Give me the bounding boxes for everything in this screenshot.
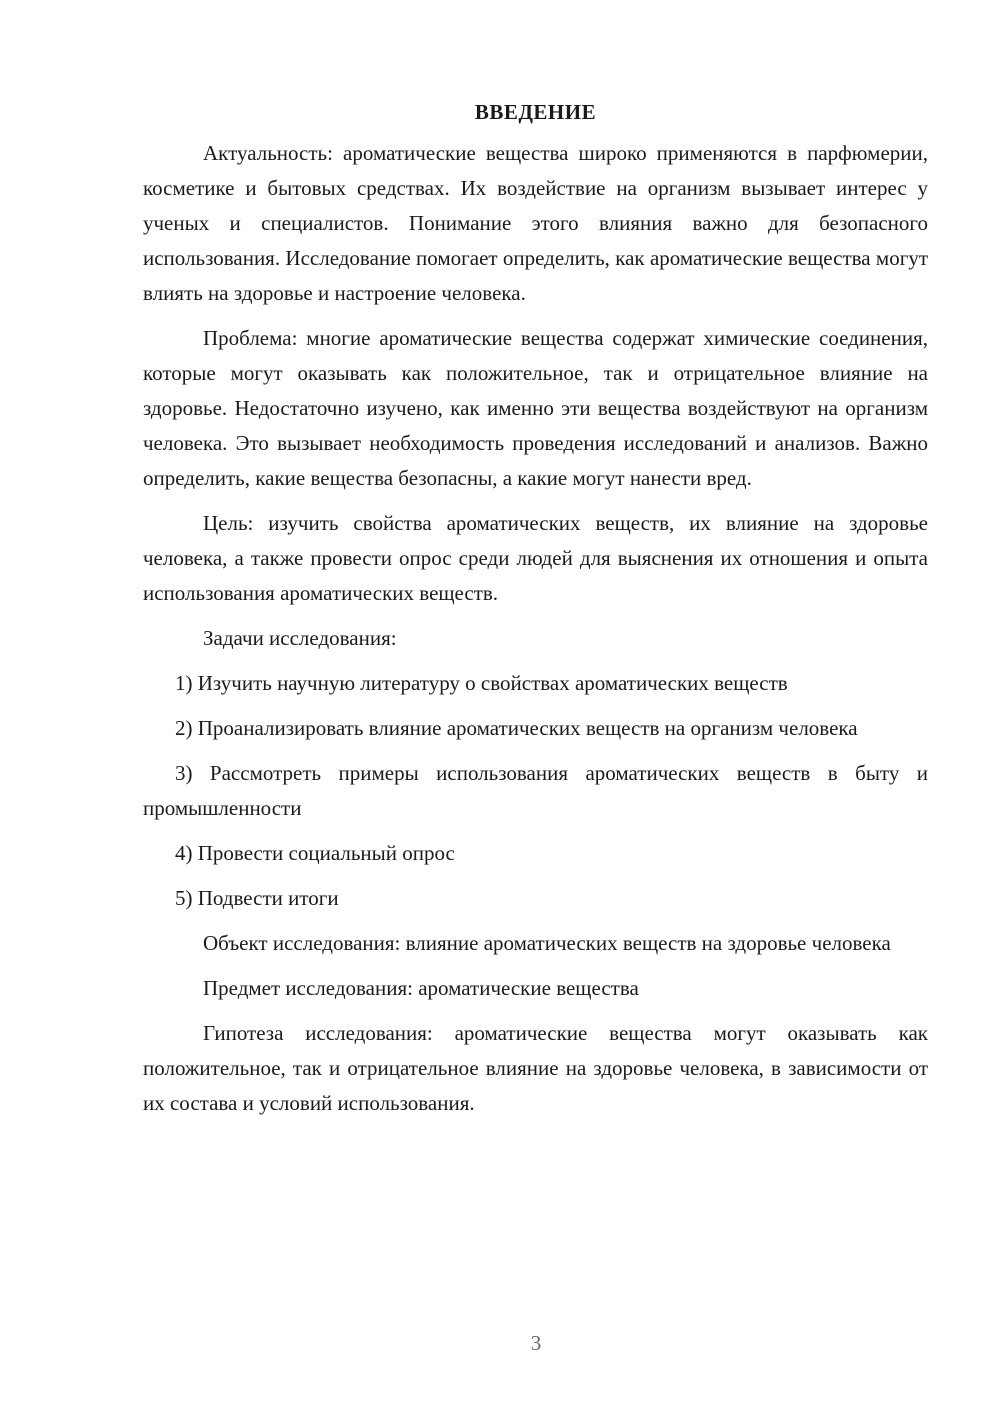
task-item-3: 3) Рассмотреть примеры использования ароматических веществ в быту и промышленности — [143, 761, 928, 820]
paragraph-relevance: Актуальность: ароматические вещества широко применяются в парфюмерии, косметике и бытовых средствах. Их воздействие на организм вызывает интерес у ученых и специалистов. Понимание этого влияния важно для безопасного использования. Исследование помогает определить, как ароматические вещества могут влиять на здоровье и настроение человека. — [143, 141, 928, 305]
task-item-2: 2) Проанализировать влияние ароматических веществ на организм человека — [175, 716, 858, 740]
page-title: ВВЕДЕНИЕ — [474, 100, 597, 124]
paragraph-subject: Предмет исследования: ароматические вещества — [203, 976, 639, 1000]
page-number: 3 — [530, 1331, 542, 1355]
tasks-heading: Задачи исследования: — [203, 626, 397, 650]
page-content — [143, 95, 928, 1121]
task-item-5: 5) Подвести итоги — [175, 886, 339, 910]
task-item-1: 1) Изучить научную литературу о свойствах ароматических веществ — [175, 671, 788, 695]
paragraph-goal: Цель: изучить свойства ароматических веществ, их влияние на здоровье человека, а также провести опрос среди людей для выяснения их отношения и опыта использования ароматических веществ. — [143, 511, 928, 605]
paragraph-hypothesis: Гипотеза исследования: ароматические вещества могут оказывать как положительное, так и отрицательное влияние на здоровье человека, в зависимости от их состава и условий использования. — [143, 1021, 928, 1115]
task-item-4: 4) Провести социальный опрос — [175, 841, 455, 865]
paragraph-object: Объект исследования: влияние ароматических веществ на здоровье человека — [203, 931, 891, 955]
paragraph-problem: Проблема: многие ароматические вещества содержат химические соединения, которые могут оказывать как положительное, так и отрицательное влияние на здоровье. Недостаточно изучено, как именно эти вещества воздействуют на организм человека. Это вызывает необходимость проведения исследований и анализов. Важно определить, какие вещества безопасны, а какие могут нанести вред. — [143, 326, 928, 490]
